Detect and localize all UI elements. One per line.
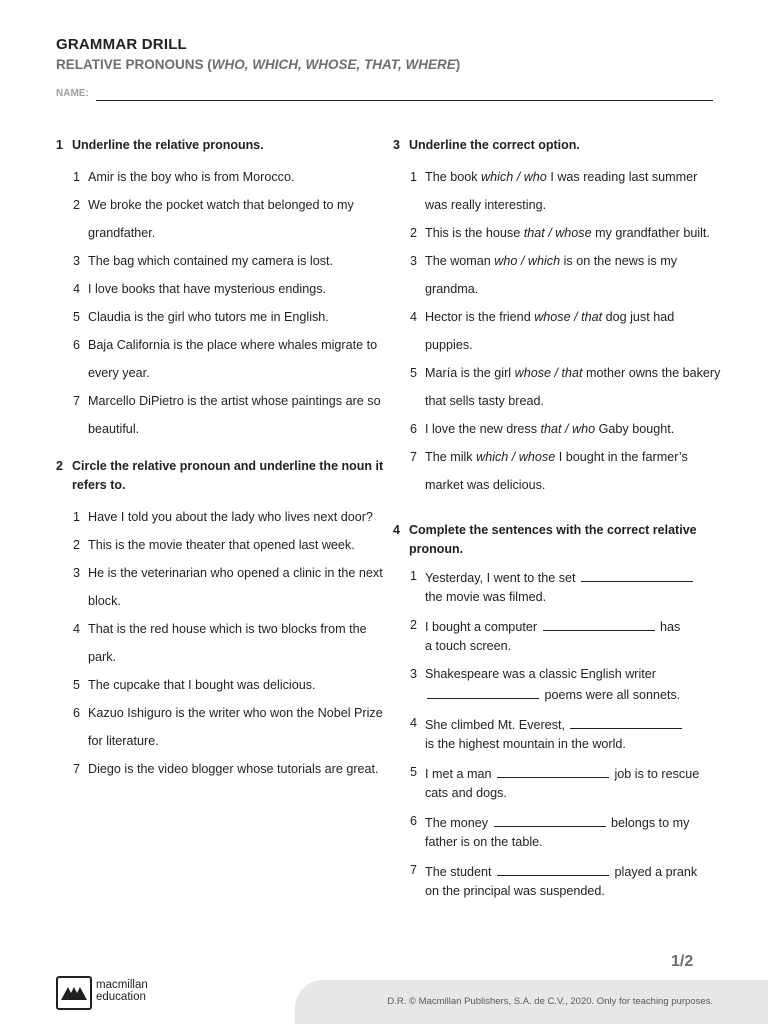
answer-blank[interactable] <box>543 616 655 631</box>
item-number: 7 <box>409 863 417 877</box>
item-number: 1 <box>409 569 417 583</box>
answer-blank[interactable] <box>494 812 606 827</box>
section-heading: Complete the sentences with the correct relative pronoun. <box>409 523 697 556</box>
item-number: 2 <box>72 538 80 552</box>
sentence-start: María is the girl <box>425 366 515 380</box>
answer-options[interactable]: whose / that <box>514 366 583 380</box>
exercise-list <box>393 163 723 499</box>
item-text: This is the movie theater that opened last week. <box>88 538 355 552</box>
answer-options[interactable]: whose / that <box>534 310 603 324</box>
item-number: 4 <box>72 622 80 636</box>
item-text: Marcello DiPietro is the artist whose paintings are so beautiful. <box>88 394 381 436</box>
list-item <box>56 503 386 531</box>
item-text <box>425 714 723 753</box>
right-column <box>393 136 723 914</box>
list-item <box>56 387 386 443</box>
answer-blank[interactable] <box>427 684 539 699</box>
item-text <box>425 763 723 802</box>
list-item <box>56 247 386 275</box>
item-number: 6 <box>409 422 417 436</box>
answer-blank[interactable] <box>581 567 693 582</box>
item-text: The bag which contained my camera is lost. <box>88 254 333 268</box>
sentence-end: played a prank <box>611 865 698 879</box>
answer-blank[interactable] <box>497 861 609 876</box>
section-number: 3 <box>393 138 400 152</box>
list-item <box>56 671 386 699</box>
copyright-text: D.R. © Macmillan Publishers, S.A. de C.V., 2020. Only for teaching purposes. <box>387 996 713 1007</box>
sentence-start: The milk <box>425 450 477 464</box>
item-text: Amir is the boy who is from Morocco. <box>88 170 295 184</box>
list-item <box>393 763 723 802</box>
item-number: 3 <box>409 667 417 681</box>
list-item <box>56 163 386 191</box>
answer-blank[interactable] <box>497 763 609 778</box>
answer-options[interactable]: that / who <box>540 422 596 436</box>
sentence-start: The book <box>425 170 482 184</box>
item-text: That is the red house which is two blocks from the park. <box>88 622 367 664</box>
item-text <box>425 415 723 443</box>
list-item <box>393 219 723 247</box>
logo-text: macmillan education <box>96 979 148 1003</box>
item-text: Baja California is the place where whales migrate to every year. <box>88 338 378 380</box>
item-text: Have I told you about the lady who lives next door? <box>88 510 373 524</box>
sentence-start: I met a man <box>425 767 495 781</box>
sentence-end: poems were all sonnets. <box>541 687 681 702</box>
item-text <box>425 219 723 247</box>
sentence-end: is on the news is my grandma. <box>425 254 677 296</box>
exercise-list <box>56 503 386 783</box>
sentence-start: This is the house <box>425 226 524 240</box>
item-number: 4 <box>409 310 417 324</box>
item-number: 4 <box>72 282 80 296</box>
left-column <box>56 136 386 797</box>
item-number: 2 <box>72 198 80 212</box>
sentence-continued: a touch screen. <box>425 638 512 653</box>
list-item <box>56 559 386 615</box>
answer-options[interactable]: which / who <box>481 170 547 184</box>
item-number: 3 <box>409 254 417 268</box>
list-item <box>393 812 723 851</box>
list-item <box>56 303 386 331</box>
worksheet-title: GRAMMAR DRILL <box>56 36 187 53</box>
macmillan-logo <box>56 976 156 1010</box>
sentence-end: job is to rescue <box>611 767 700 781</box>
list-item <box>56 275 386 303</box>
list-item <box>56 531 386 559</box>
list-item <box>393 714 723 753</box>
list-item <box>393 247 723 303</box>
item-text: Claudia is the girl who tutors me in English. <box>88 310 329 324</box>
sentence-end: I was reading last summer was really interesting. <box>425 170 698 212</box>
item-text: Diego is the video blogger whose tutorials are great. <box>88 762 379 776</box>
list-item <box>393 861 723 900</box>
item-text: We broke the pocket watch that belonged to my grandfather. <box>88 198 354 240</box>
list-item <box>56 191 386 247</box>
sentence-start: Hector is the friend <box>425 310 535 324</box>
answer-options[interactable]: which / whose <box>476 450 556 464</box>
list-item <box>56 615 386 671</box>
section-4 <box>393 521 723 900</box>
sentence-start: She climbed Mt. Everest, <box>425 718 569 732</box>
list-item <box>56 331 386 387</box>
item-text: I love books that have mysterious endings. <box>88 282 327 296</box>
item-text <box>425 665 723 704</box>
item-text <box>425 567 723 606</box>
item-text <box>425 247 723 303</box>
item-text <box>425 861 723 900</box>
item-number: 5 <box>72 310 80 324</box>
section-number: 4 <box>393 523 400 537</box>
answer-options[interactable]: that / whose <box>523 226 592 240</box>
item-number: 5 <box>409 765 417 779</box>
list-item <box>393 163 723 219</box>
item-text <box>425 443 723 499</box>
section-heading: Underline the correct option. <box>409 138 580 152</box>
page-number: 1/2 <box>671 953 694 970</box>
list-item <box>56 699 386 755</box>
item-number: 6 <box>72 338 80 352</box>
sentence-end: Gaby bought. <box>595 422 675 436</box>
item-text <box>425 163 723 219</box>
footer-bar <box>295 980 768 1024</box>
section-3 <box>393 136 723 499</box>
sentence-continued: father is on the table. <box>425 834 543 849</box>
sentence-end: my grandfather built. <box>591 226 710 240</box>
sentence-start: Yesterday, I went to the set <box>425 571 580 585</box>
sentence-start: The woman <box>425 254 495 268</box>
list-item <box>393 567 723 606</box>
item-text: Kazuo Ishiguro is the writer who won the Nobel Prize for literature. <box>88 706 383 748</box>
item-text <box>425 616 723 655</box>
list-item <box>393 616 723 655</box>
item-text <box>425 303 723 359</box>
sentence-continued: is the highest mountain in the world. <box>425 736 626 751</box>
sentence-end: belongs to my <box>607 816 690 830</box>
item-number: 1 <box>409 170 417 184</box>
list-item <box>393 303 723 359</box>
section-number: 2 <box>56 459 63 473</box>
section-1 <box>56 136 386 443</box>
item-number: 5 <box>72 678 80 692</box>
sentence-continued: cats and dogs. <box>425 785 507 800</box>
item-number: 4 <box>409 716 417 730</box>
name-line[interactable] <box>96 100 713 101</box>
item-number: 1 <box>72 170 80 184</box>
exercise-list <box>393 567 723 900</box>
list-item <box>393 665 723 704</box>
sentence-start: The student <box>425 865 496 879</box>
item-number: 5 <box>409 366 417 380</box>
list-item <box>393 443 723 499</box>
list-item <box>393 359 723 415</box>
item-number: 1 <box>72 510 80 524</box>
item-text: He is the veterinarian who opened a clinic in the next block. <box>88 566 383 608</box>
item-number: 6 <box>72 706 80 720</box>
worksheet-subtitle: RELATIVE PRONOUNS (WHO, WHICH, WHOSE, THAT, WHERE) <box>56 57 461 72</box>
sentence-end: I bought in the farmer’s market was delicious. <box>425 450 688 492</box>
sentence-continued: the movie was filmed. <box>425 589 547 604</box>
item-number: 2 <box>409 618 417 632</box>
logo-mark-icon <box>56 976 92 1010</box>
item-text <box>425 812 723 851</box>
section-2 <box>56 457 386 783</box>
sentence-start: Shakespeare was a classic English writer <box>425 667 656 681</box>
list-item <box>56 755 386 783</box>
section-heading: Underline the relative pronouns. <box>72 138 264 152</box>
section-number: 1 <box>56 138 63 152</box>
section-heading: Circle the relative pronoun and underline the noun it refers to. <box>72 459 384 492</box>
sentence-continued: on the principal was suspended. <box>425 883 605 898</box>
sentence-start: I bought a computer <box>425 620 541 634</box>
sentence-end: dog just had puppies. <box>425 310 675 352</box>
item-number: 3 <box>72 566 80 580</box>
sentence-end: has <box>656 620 681 634</box>
item-text <box>425 359 723 415</box>
sentence-end: mother owns the bakery that sells tasty bread. <box>425 366 721 408</box>
exercise-list <box>56 163 386 443</box>
sentence-start: The money <box>425 816 492 830</box>
answer-options[interactable]: who / which <box>494 254 561 268</box>
sentence-start: I love the new dress <box>425 422 541 436</box>
item-number: 7 <box>72 394 80 408</box>
item-number: 2 <box>409 226 417 240</box>
item-text: The cupcake that I bought was delicious. <box>88 678 316 692</box>
item-number: 3 <box>72 254 80 268</box>
item-number: 6 <box>409 814 417 828</box>
list-item <box>393 415 723 443</box>
answer-blank[interactable] <box>570 714 682 729</box>
item-number: 7 <box>72 762 80 776</box>
item-number: 7 <box>409 450 417 464</box>
name-label: NAME: <box>56 88 89 99</box>
